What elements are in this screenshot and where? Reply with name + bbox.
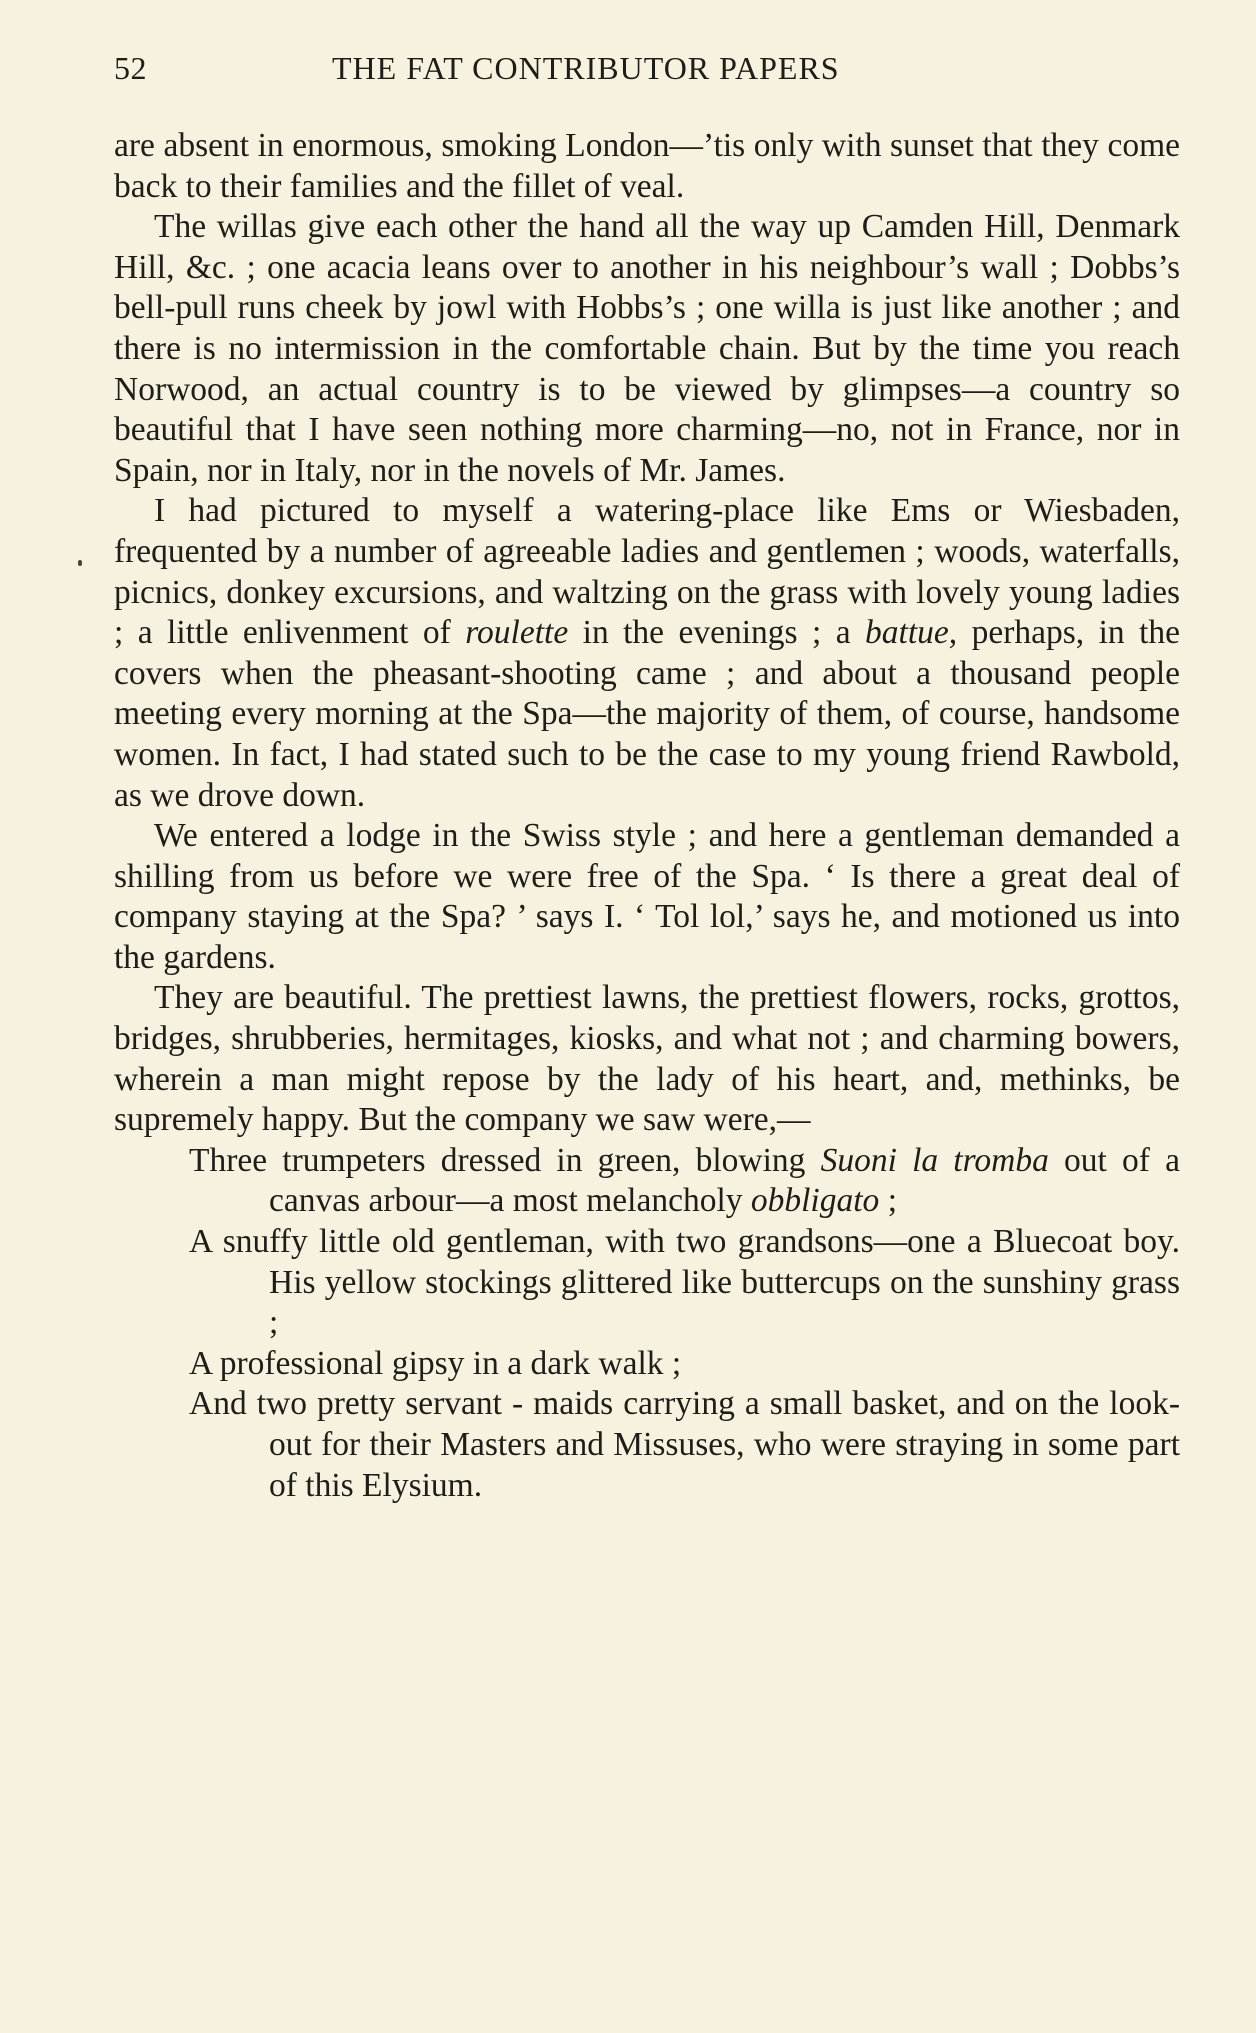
page-number: 52 [114,50,147,86]
body-text [114,126,1180,1506]
paragraph-continued: are absent in enormous, smoking London—’tis only with sunset that they come back to their families and the fillet of veal. [114,127,1180,205]
running-title: THE FAT CONTRIBUTOR PAPERS [332,50,840,86]
paragraph-gardens: They are beautiful. The prettiest lawns, the prettiest flowers, rocks, grottos, bridges, shrubberies, hermitages, kiosks, and what not ; and charming bowers, wherein a man might repose by the lady of his heart, and, methinks, be supremely happy. But the company we saw were,— [114,979,1180,1139]
paragraph-lodge: We entered a lodge in the Swiss style ; and here a gentleman demanded a shilling from us before we were free of the Spa. ‘ Is there a great deal of company staying at the Spa? ’ says I. ‘ Tol lol,’ says he, and motioned us into the gardens. [114,817,1180,976]
text-run: I had pictured to myself a watering-place like Ems or Wiesbaden, frequented by a number of agreeable ladies and gentlemen ; woods, waterfalls, picnics, donkey excursions, and waltzing on the grass with lovely young ladies ; a little enlivenment of [114,492,1180,652]
italic-obbligato: obbligato [750,1182,880,1220]
list-item-gipsy: A professional gipsy in a dark walk ; [189,1344,682,1382]
italic-battue: battue, [865,614,958,652]
italic-roulette: roulette [465,614,569,652]
text-run: Three trumpeters dressed in green, blowing [189,1141,821,1179]
text-run: out of a canvas arbour—a most melancholy [269,1141,1180,1220]
running-header [114,50,1174,100]
paragraph-watering-place [114,491,1180,816]
italic-suoni-la-tromba: Suoni la tromba [820,1141,1049,1179]
list-item-servant-maids: And two pretty servant - maids carrying a small basket, and on the look-out for their Masters and Missuses, who were straying in some part of this Elysium. [189,1385,1180,1504]
print-speck [78,560,82,566]
text-run: perhaps, in the covers when the pheasant-shooting came ; and about a thousand people meeting every morning at the Spa—the majority of them, of course, handsome women. In fact, I had stated such to be the case to my young friend Rawbold, as we drove down. [114,614,1180,814]
list-item-trumpeters [114,1141,1180,1222]
paragraph-willas: The willas give each other the hand all the way up Camden Hill, Denmark Hill, &c. ; one acacia leans over to another in his neighbour’s wall ; Dobbs’s bell-pull runs cheek by jowl with Hobbs’s ; one willa is just like another ; and there is no intermission in the comfortable chain. But by the time you reach Norwood, an actual country is to be viewed by glimpses—a country so beautiful that I have seen nothing more charming—no, not in France, nor in Spain, nor in Italy, nor in the novels of Mr. James. [114,208,1180,489]
text-run: in the evenings ; a [568,614,866,652]
text-run: ; [879,1182,897,1220]
list-item-old-gentleman: A snuffy little old gentleman, with two grandsons—one a Bluecoat boy. His yellow stockings glittered like buttercups on the sunshiny grass ; [189,1223,1180,1342]
